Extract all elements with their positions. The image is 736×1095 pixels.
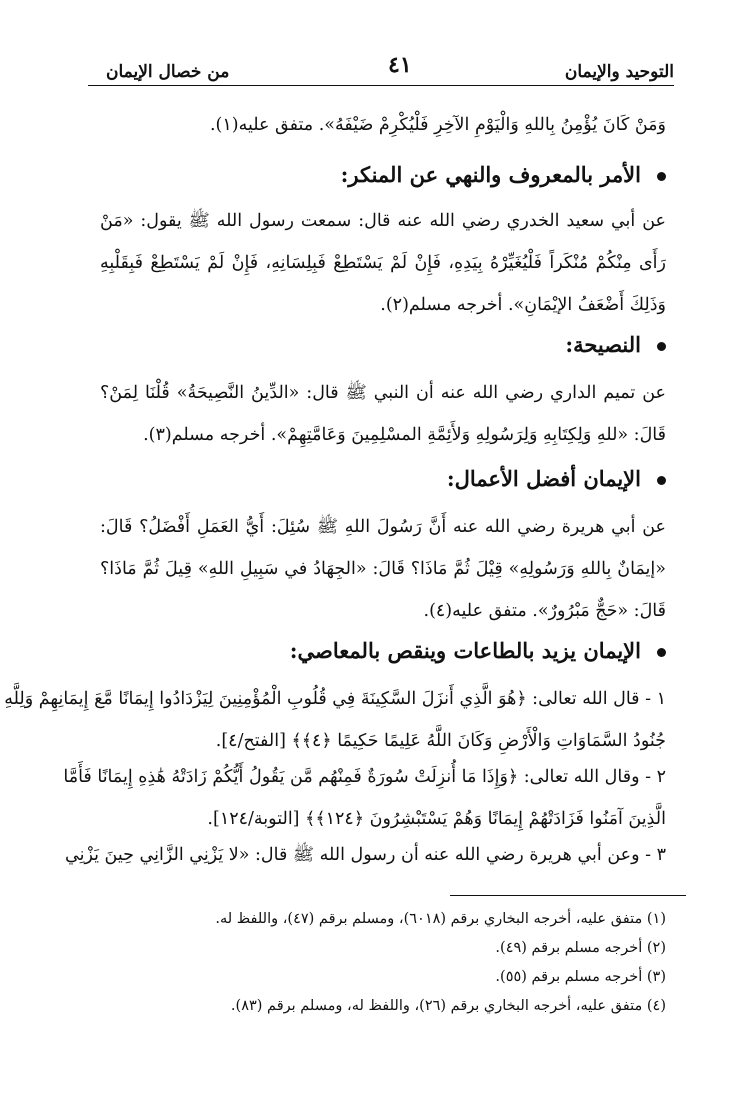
header-divider bbox=[88, 85, 674, 86]
text-line: ١ - قال الله تعالى: ﴿هُوَ الَّذِي أَنزَلَ السَّكِينَةَ فِي قُلُوبِ الْمُؤْمِنِينَ لِيَزْدَادُوا إِيمَانًا مَّعَ إِيمَانِهِمْ وَلِلَّهِ bbox=[4, 689, 666, 709]
section-heading-text: النصيحة: bbox=[565, 332, 641, 357]
text-line: وَمَنْ كَانَ يُؤْمِنُ بِاللهِ وَالْيَوْمِ الآخِرِ فَلْيُكْرِمْ ضَيْفَهُ». متفق عليه(١). bbox=[209, 115, 666, 135]
text-line: الَّذِينَ آمَنُوا فَزَادَتْهُمْ إِيمَانًا وَهُمْ يَسْتَبْشِرُونَ ﴿١٢٤﴾﴾ [التوبة/١٢٤]. bbox=[207, 809, 666, 829]
header-book-title: التوحيد والإيمان bbox=[564, 62, 674, 82]
footnote: (٤) متفق عليه، أخرجه البخاري برقم (٢٦)، واللفظ له، ومسلم برقم (٨٣). bbox=[230, 998, 666, 1014]
footnote: (١) متفق عليه، أخرجه البخاري برقم (٦٠١٨)، ومسلم برقم (٤٧)، واللفظ له. bbox=[215, 911, 666, 927]
section-paragraph bbox=[100, 372, 666, 456]
running-header bbox=[88, 52, 674, 86]
text-line: «إيمَانٌ بِاللهِ وَرَسُولِهِ» قِيْلَ ثُمَّ مَاذَا؟ قَالَ: «الجِهَادُ في سَبِيلِ اللهِ» قِيلَ ثُمَّ مَاذَا؟ bbox=[100, 559, 666, 579]
bullet-icon bbox=[657, 648, 666, 657]
numbered-item bbox=[64, 834, 666, 876]
section-heading bbox=[341, 162, 666, 187]
footnote: (٢) أخرجه مسلم برقم (٤٩). bbox=[495, 940, 666, 956]
header-chapter-title: من خصال الإيمان bbox=[106, 62, 230, 82]
section-paragraph bbox=[100, 200, 666, 326]
bullet-icon bbox=[657, 342, 666, 351]
text-line: عن أبي سعيد الخدري رضي الله عنه قال: سمعت رسول الله ﷺ يقول: «مَنْ bbox=[100, 211, 666, 231]
section-paragraph bbox=[100, 506, 666, 632]
text-line: ٢ - وقال الله تعالى: ﴿وَإِذَا مَا أُنزِلَتْ سُورَةٌ فَمِنْهُم مَّن يَقُولُ أَيُّكُمْ زَادَتْهُ هَٰذِهِ إِيمَانًا فَأَمَّا bbox=[63, 767, 666, 787]
section-heading-text: الإيمان أفضل الأعمال: bbox=[446, 466, 641, 491]
intro-paragraph bbox=[100, 104, 666, 146]
section-heading bbox=[447, 466, 666, 491]
text-line: عن أبي هريرة رضي الله عنه أَنَّ رَسُولَ اللهِ ﷺ سُئِلَ: أَيُّ العَمَلِ أَفْضَلُ؟ قَالَ: bbox=[100, 517, 666, 537]
section-heading bbox=[290, 638, 666, 663]
text-line: قَالَ: «حَجٌّ مَبْرُورٌ». متفق عليه(٤). bbox=[423, 601, 666, 621]
bullet-icon bbox=[657, 172, 666, 181]
section-heading-text: الأمر بالمعروف والنهي عن المنكر: bbox=[340, 162, 641, 187]
text-line: جُنُودُ السَّمَاوَاتِ وَالْأَرْضِ وَكَانَ اللَّهُ عَلِيمًا حَكِيمًا ﴿٤﴾﴾ [الفتح/٤]. bbox=[215, 731, 666, 751]
page-number: ٤١ bbox=[388, 52, 412, 78]
text-line: ٣ - وعن أبي هريرة رضي الله عنه أن رسول الله ﷺ قال: «لا يَزْنِي الزَّانِي حِينَ يَزْنِي bbox=[64, 845, 666, 865]
text-line: رَأَى مِنْكُمْ مُنْكَراً فَلْيُغَيِّرْهُ بِيَدِهِ، فَإِنْ لَمْ يَسْتَطِعْ فَبِلِسَانِهِ، فَإِنْ لَمْ يَسْتَطِعْ فَبِقَلْبِهِ bbox=[100, 253, 666, 273]
section-heading bbox=[565, 332, 666, 357]
bullet-icon bbox=[657, 476, 666, 485]
text-line: عن تميم الداري رضي الله عنه أن النبي ﷺ قال: «الدِّينُ النَّصِيحَةُ» قُلْنَا لِمَنْ؟ bbox=[100, 383, 666, 403]
text-line: قَالَ: «للهِ وَلِكِتَابِهِ وَلِرَسُولِهِ وَلأَئِمَّةِ المسْلِمِينَ وَعَامَّتِهِمْ». أخرجه مسلم(٣). bbox=[143, 425, 666, 445]
numbered-item bbox=[63, 756, 666, 840]
text-line: وَذَلِكَ أَضْعَفُ الإيْمَانِ». أخرجه مسلم(٢). bbox=[380, 295, 666, 315]
footnote: (٣) أخرجه مسلم برقم (٥٥). bbox=[495, 969, 666, 985]
numbered-item bbox=[4, 678, 666, 762]
footnotes bbox=[100, 905, 666, 1021]
footnote-divider bbox=[450, 895, 686, 896]
section-heading-text: الإيمان يزيد بالطاعات وينقص بالمعاصي: bbox=[289, 638, 641, 663]
